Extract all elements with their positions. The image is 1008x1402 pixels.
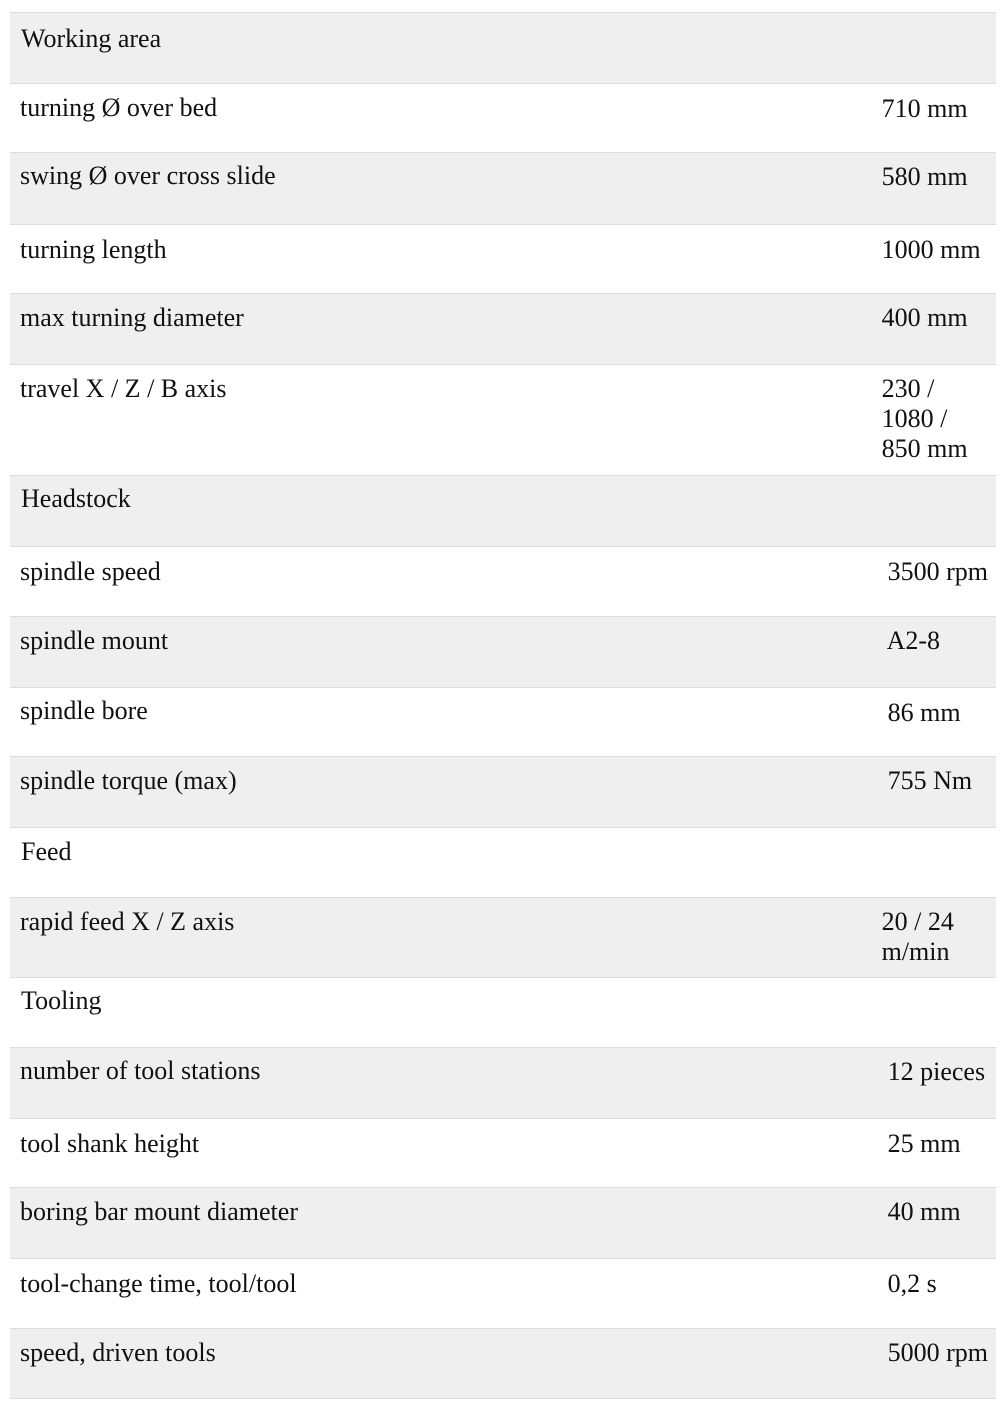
spec-value: 86 mm [887,698,961,727]
spec-row-turning-length [10,225,996,294]
spec-row-spindle-bore [10,688,996,757]
spec-value: 1000 mm [881,235,981,264]
section-row-tooling [10,978,996,1048]
section-label: Tooling [21,986,102,1015]
spec-value: 400 mm [881,303,968,332]
spec-label: rapid feed X / Z axis [20,907,235,936]
spec-label: travel X / Z / B axis [20,374,227,403]
spec-value: A2-8 [886,626,941,655]
spec-label: turning Ø over bed [20,93,218,122]
spec-label: tool-change time, tool/tool [20,1269,297,1298]
spec-row-tool-change-time [10,1259,996,1329]
spec-value: 3500 rpm [887,557,988,586]
section-row-working-area [10,13,996,84]
spec-row-rapid-feed [10,898,996,978]
spec-label: speed, driven tools [20,1338,216,1367]
spec-label: number of tool stations [20,1056,261,1085]
spec-label: spindle torque (max) [20,766,237,795]
spec-row-swing-over-cross-slide [10,153,996,225]
section-row-feed [10,828,996,898]
spec-row-tool-stations [10,1048,996,1119]
spec-value: 710 mm [881,94,968,123]
spec-value: 20 / 24 m/min [881,907,954,966]
spec-value: 580 mm [881,162,968,191]
spec-label: spindle mount [20,626,169,655]
spec-label: tool shank height [20,1129,200,1158]
spec-value: 12 pieces [887,1057,986,1086]
spec-row-max-turning-diameter [10,294,996,365]
spec-row-spindle-mount [10,617,996,688]
spec-value: 25 mm [887,1129,961,1158]
spec-row-speed-driven-tools [10,1329,996,1399]
section-label: Headstock [21,484,131,513]
spec-row-tool-shank-height [10,1119,996,1188]
section-label: Working area [21,24,162,53]
spec-label: turning length [20,235,167,264]
section-label: Feed [21,837,72,866]
spec-row-spindle-torque [10,757,996,828]
spec-row-spindle-speed [10,547,996,617]
spec-label: spindle bore [20,696,148,725]
spec-label: swing Ø over cross slide [20,161,276,190]
spec-label: spindle speed [20,557,161,586]
spec-value: 40 mm [887,1197,961,1226]
spec-table [10,12,996,1399]
spec-label: boring bar mount diameter [20,1197,298,1226]
spec-row-boring-bar-mount [10,1188,996,1259]
section-row-headstock [10,476,996,547]
spec-row-turning-over-bed [10,84,996,153]
spec-value: 755 Nm [887,766,973,795]
spec-value: 5000 rpm [887,1338,988,1367]
spec-label: max turning diameter [20,303,244,332]
spec-value: 0,2 s [887,1269,937,1298]
spec-value: 230 / 1080 / 850 mm [881,374,968,463]
spec-row-travel-axis [10,365,996,476]
